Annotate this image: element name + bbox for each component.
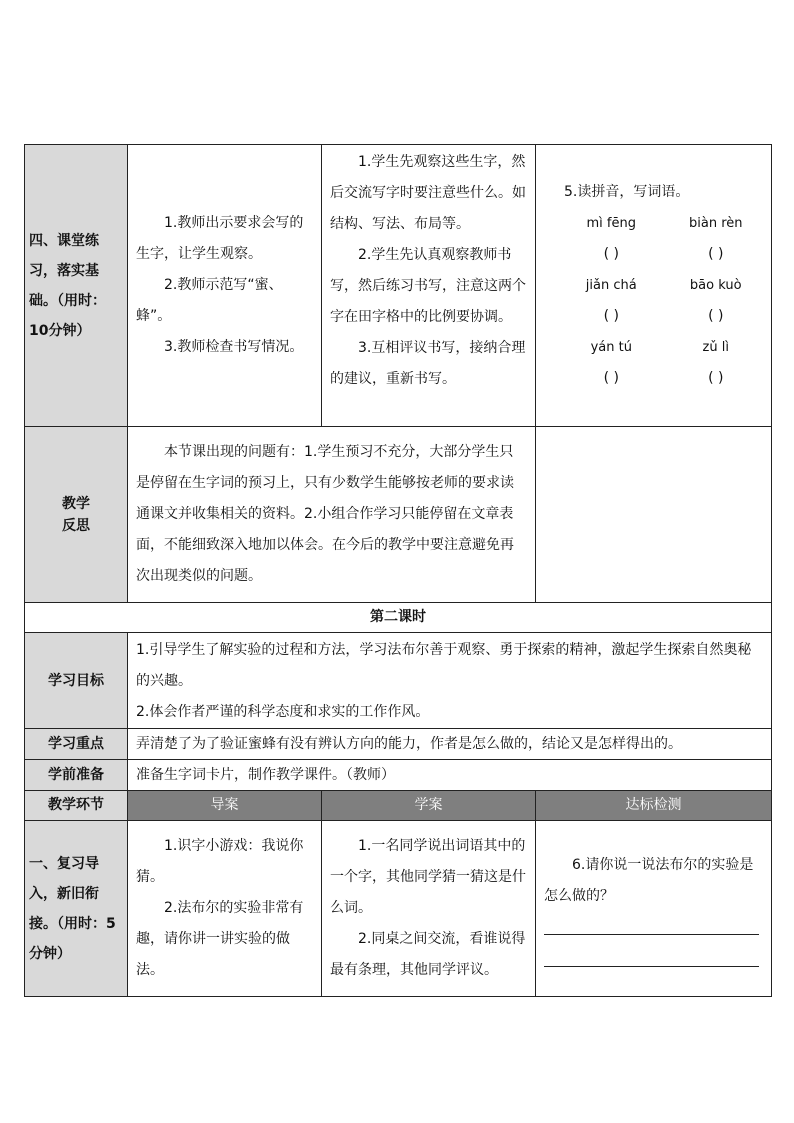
reflection-label: 教学反思 — [62, 495, 90, 534]
part1-teacher-1: 1.识字小游戏：我说你猜。 — [136, 838, 304, 885]
focus-label-cell — [25, 729, 128, 760]
reflection-text: 本节课出现的问题有：1.学生预习不充分，大部分学生只是停留在生字词的预习上，只有少数学生能够按老师的要求读通课文并收集相关的资料。2.小组合作学习只能停留在文章表面，不能细致深入地加以体会。在今后的教学中要注意避免再次出现类似的问题。 — [136, 444, 514, 584]
part4-teacher-2: 2.教师示范写“蜜、蜂”。 — [136, 277, 283, 324]
header-stage: 教学环节 — [25, 791, 128, 821]
prep-label: 学前准备 — [48, 767, 104, 783]
part4-student-2: 2.学生先认真观察教师书写，然后练习书写，注意这两个字在田字格中的比例要协调。 — [330, 247, 526, 325]
pinyin-item: yán tú — [590, 340, 632, 355]
prep-row — [25, 760, 772, 791]
reflection-empty-cell — [536, 427, 772, 603]
part4-teacher-cell — [128, 145, 322, 427]
part1-stage: 一、复习导入，新旧衔接。（用时：5分钟） — [29, 855, 116, 962]
part4-teacher-3: 3.教师检查书写情况。 — [164, 339, 304, 355]
goals-label-cell — [25, 633, 128, 729]
header-row — [25, 791, 772, 821]
focus-cell — [128, 729, 772, 760]
pinyin-item: mì fēng — [586, 216, 636, 231]
reflection-row — [25, 427, 772, 603]
part4-stage-cell — [25, 145, 128, 427]
pinyin-item: zǔ lì — [702, 340, 729, 355]
focus-text: 弄清楚了为了验证蜜蜂有没有辨认方向的能力，作者是怎么做的，结论又是怎样得出的。 — [136, 736, 682, 752]
reflection-label-cell — [25, 427, 128, 603]
part4-student-3: 3.互相评议书写，接纳合理的建议，重新书写。 — [330, 340, 526, 387]
part4-student-1: 1.学生先观察这些生字，然后交流写字时要注意些什么。如结构、写法、布局等。 — [330, 154, 526, 232]
answer-blank[interactable]: ( ) — [603, 246, 619, 262]
prep-text: 准备生字词卡片，制作教学课件。（教师） — [136, 767, 395, 783]
lesson-plan-table — [24, 144, 772, 997]
part4-teacher-1: 1.教师出示要求会写的生字，让学生观察。 — [136, 215, 304, 262]
pinyin-item: biàn rèn — [689, 216, 743, 231]
part4-student-cell — [322, 145, 536, 427]
part4-row — [25, 145, 772, 427]
goals-cell — [128, 633, 772, 729]
answer-blank[interactable]: ( ) — [708, 308, 724, 324]
lesson2-title-cell — [25, 603, 772, 633]
answer-blank[interactable]: ( ) — [708, 246, 724, 262]
part1-student-2: 2.同桌之间交流，看谁说得最有条理，其他同学评议。 — [330, 931, 526, 978]
header-guide: 导案 — [128, 791, 322, 821]
part1-student-1: 1.一名同学说出词语其中的一个字，其他同学猜一猜这是什么词。 — [330, 838, 526, 916]
part4-stage: 四、课堂练习，落实基础。（用时：10分钟） — [29, 232, 106, 339]
answer-line[interactable] — [544, 966, 759, 967]
part1-check-cell — [536, 821, 772, 997]
focus-row — [25, 729, 772, 760]
part1-teacher-cell — [128, 821, 322, 997]
answer-blank[interactable]: ( ) — [603, 308, 619, 324]
prep-cell — [128, 760, 772, 791]
pinyin-item: jiǎn chá — [585, 278, 637, 293]
lesson2-title: 第二课时 — [370, 609, 426, 625]
header-study: 学案 — [322, 791, 536, 821]
answer-blank[interactable]: ( ) — [603, 370, 619, 386]
reflection-text-cell — [128, 427, 536, 603]
focus-label: 学习重点 — [48, 736, 104, 752]
header-check: 达标检测 — [536, 791, 772, 821]
prep-label-cell — [25, 760, 128, 791]
part4-check-title: 5.读拼音，写词语。 — [564, 184, 690, 200]
goals-row — [25, 633, 772, 729]
goal-2: 2.体会作者严谨的科学态度和求实的工作作风。 — [136, 704, 430, 720]
part1-teacher-2: 2.法布尔的实验非常有趣，请你讲一讲实验的做法。 — [136, 900, 304, 978]
pinyin-grid — [536, 208, 771, 394]
part1-check-text: 6.请你说一说法布尔的实验是怎么做的？ — [544, 857, 754, 904]
goal-1: 1.引导学生了解实验的过程和方法，学习法布尔善于观察、勇于探索的精神，激起学生探索自然奥秘的兴趣。 — [136, 642, 752, 689]
pinyin-item: bāo kuò — [689, 278, 742, 293]
answer-blank[interactable]: ( ) — [708, 370, 724, 386]
part1-stage-cell — [25, 821, 128, 997]
part4-check-cell — [536, 145, 772, 427]
lesson2-title-row — [25, 603, 772, 633]
part1-row — [25, 821, 772, 997]
part1-student-cell — [322, 821, 536, 997]
goals-label: 学习目标 — [48, 672, 104, 689]
